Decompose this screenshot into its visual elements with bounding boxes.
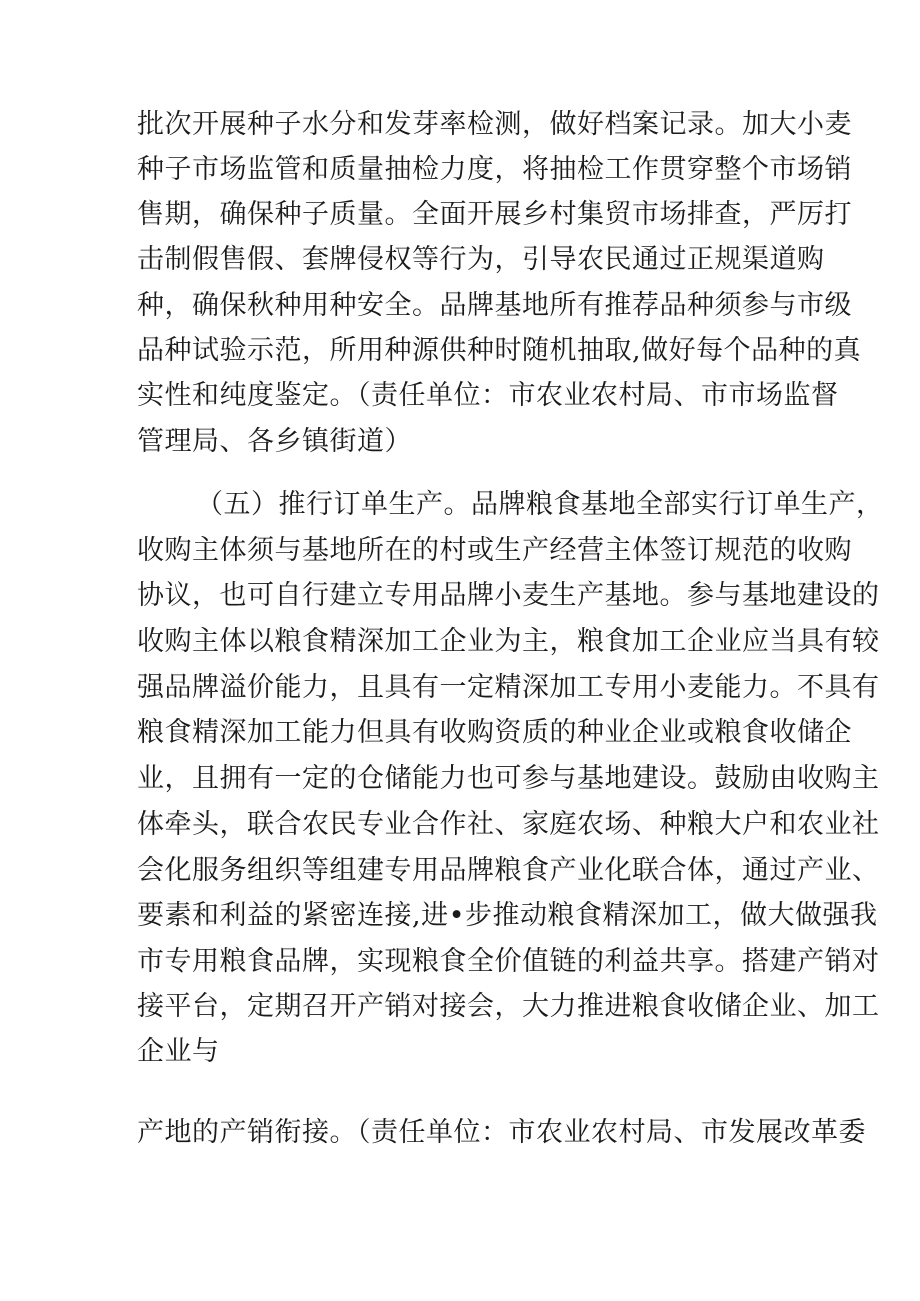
body-text-line: 售期，确保种子质量。全面开展乡村集贸市场排查，严厉打 xyxy=(137,199,852,230)
body-text-line: 品种试验示范，所用种源供种时随机抽取,做好每个品种的真 xyxy=(137,335,862,366)
body-text-line: 批次开展种子水分和发芽率检测，做好档案记录。加大小麦 xyxy=(137,109,852,140)
body-text-line: 种子市场监管和质量抽检力度，将抽检工作贯穿整个市场销 xyxy=(137,154,852,185)
body-text-line: 协议，也可自行建立专用品牌小麦生产基地。参与基地建设的 xyxy=(137,580,880,611)
body-text-line: 击制假售假、套牌侵权等行为，引导农民通过正规渠道购 xyxy=(137,244,825,275)
body-text-line: 粮食精深加工能力但具有收购资质的种业企业或粮食收储企 xyxy=(137,717,852,748)
body-text-line: 收购主体须与基地所在的村或生产经营主体签订规范的收购 xyxy=(137,535,852,566)
body-text-line: 企业与 xyxy=(137,1036,220,1067)
body-text-line: 种，确保秋种用种安全。品牌基地所有推荐品种须参与市级 xyxy=(137,290,852,321)
body-text-line: 实性和纯度鉴定。（责任单位：市农业农村局、市市场监督 xyxy=(137,380,839,411)
body-text-line: 收购主体以粮食精深加工企业为主，粮食加工企业应当具有较 xyxy=(137,626,880,657)
body-text-line: 管理局、各乡镇街道） xyxy=(137,426,412,457)
body-text-line: 业，且拥有一定的仓储能力也可参与基地建设。鼓励由收购主 xyxy=(137,763,880,794)
body-text-line: 会化服务组织等组建专用品牌粮食产业化联合体，通过产业、 xyxy=(137,855,880,886)
body-text-line: 产地的产销衔接。（责任单位：市农业农村局、市发展改革委 xyxy=(137,1117,866,1148)
body-text-line: 体牵头，联合农民专业合作社、家庭农场、种粮大户和农业社 xyxy=(137,809,880,840)
body-text-line: 市专用粮食品牌，实现粮食全价值链的利益共享。搭建产销对 xyxy=(137,946,880,977)
section-heading-line: （五）推行订单生产。品牌粮食基地全部实行订单生产， xyxy=(196,489,884,520)
body-text-line: 接平台，定期召开产销对接会，大力推进粮食收储企业、加工 xyxy=(137,991,880,1022)
body-text-line: 强品牌溢价能力，且具有一定精深加工专用小麦能力。不具有 xyxy=(137,672,880,703)
body-text-line: 要素和利益的紧密连接,进•步推动粮食精深加工，做大做强我 xyxy=(137,900,878,931)
